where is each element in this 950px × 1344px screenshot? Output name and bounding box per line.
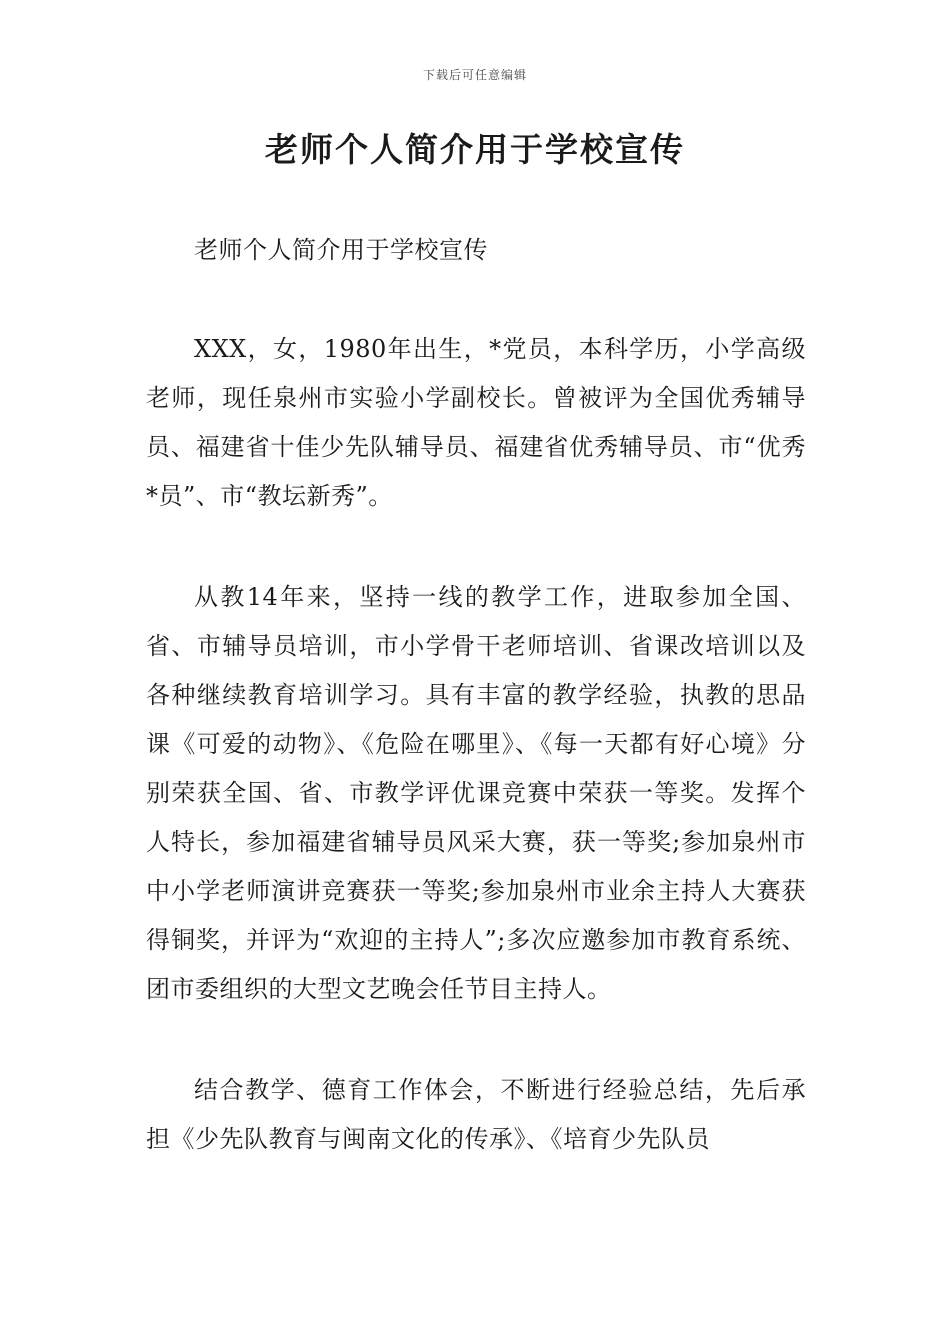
intro-paragraph: XXX，女，1980年出生，*党员，本科学历，小学高级老师，现任泉州市实验小学副校长。曾被评为全国优秀辅导员、福建省十佳少先队辅导员、福建省优秀辅导员、市“优秀*员”、市“教坛新秀”。 (146, 335, 806, 510)
experience-paragraph: 从教14年来，坚持一线的教学工作，进取参加全国、省、市辅导员培训，市小学骨干老师培训、省课改培训以及各种继续教育培训学习。具有丰富的教学经验，执教的思品课《可爱的动物》、《危险在哪里》、《每一天都有好心境》分别荣获全国、省、市教学评优课竞赛中荣获一等奖。发挥个人特长，参加福建省辅导员风采大赛，获一等奖;参加泉州市中小学老师演讲竞赛获一等奖;参加泉州市业余主持人大赛获得铜奖，并评为“欢迎的主持人”;多次应邀参加市教育系统、团市委组织的大型文艺晚会任节目主持人。 (146, 583, 806, 1003)
subtitle-paragraph: 老师个人简介用于学校宣传 (194, 236, 488, 264)
document-body (146, 226, 806, 1216)
header-note: 下载后可任意编辑 (422, 68, 527, 82)
research-paragraph: 结合教学、德育工作体会，不断进行经验总结，先后承担《少先队教育与闽南文化的传承》、《培育少先队员 (146, 1076, 806, 1153)
document-title: 老师个人简介用于学校宣传 (265, 130, 685, 169)
